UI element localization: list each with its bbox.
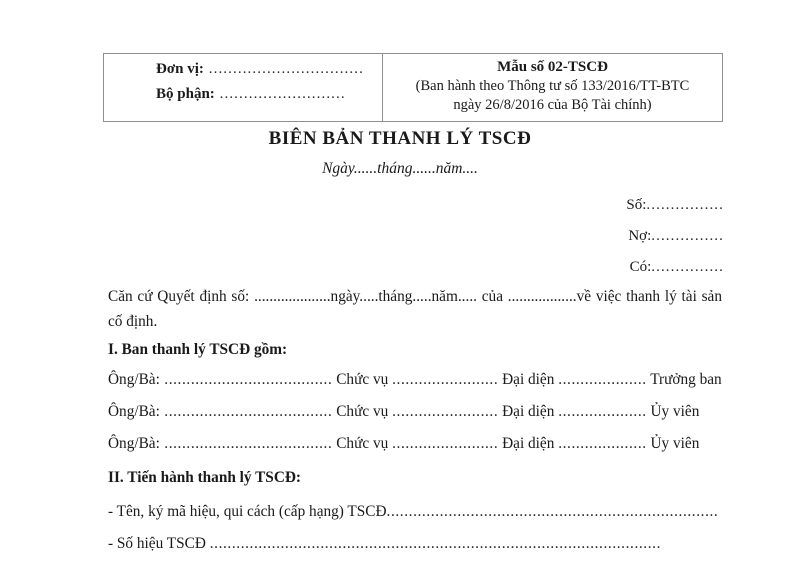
reference-number-line bbox=[474, 190, 724, 221]
asset-detail-row bbox=[108, 535, 722, 553]
committee-member-row bbox=[108, 371, 722, 389]
section-2-heading: II. Tiến hành thanh lý TSCĐ: bbox=[108, 469, 302, 486]
unit-fill-dots: ................................ bbox=[203, 61, 364, 77]
header-cell-organization bbox=[104, 54, 383, 121]
member-role: Trưởng ban bbox=[646, 371, 722, 388]
member-position-label: Chức vụ bbox=[332, 435, 393, 452]
asset-detail-label: - Số hiệu TSCĐ bbox=[108, 535, 210, 552]
reference-debit-label: Nợ: bbox=[628, 228, 652, 244]
asset-detail-dots: ........................................................................... bbox=[386, 503, 719, 520]
member-represent-label: Đại diện bbox=[498, 371, 559, 388]
member-represent-label: Đại diện bbox=[498, 435, 559, 452]
member-name-label: Ông/Bà: bbox=[108, 435, 160, 452]
form-reference-line-2: ngày 26/8/2016 của Bộ Tài chính) bbox=[453, 97, 652, 113]
basis-paragraph: Căn cứ Quyết định số: ....................ngày.....tháng.....năm..... của ..................về việc thanh lý tài sản cố định. bbox=[108, 288, 722, 330]
form-code: Mẫu số 02-TSCĐ bbox=[497, 59, 608, 75]
department-field-row bbox=[104, 86, 382, 102]
asset-detail-dots: ...................................................................................................... bbox=[209, 535, 661, 552]
member-represent-dots: .................... bbox=[558, 371, 647, 388]
member-name-label: Ông/Bà: bbox=[108, 403, 160, 420]
reference-credit-line bbox=[474, 252, 724, 283]
member-position-dots: ........................ bbox=[392, 371, 499, 388]
form-reference-line-1: (Ban hành theo Thông tư số 133/2016/TT-BTC bbox=[415, 78, 690, 94]
reference-debit-dots: ............... bbox=[651, 228, 724, 244]
page-title: BIÊN BẢN THANH LÝ TSCĐ bbox=[268, 128, 532, 149]
member-name-label: Ông/Bà: bbox=[108, 371, 160, 388]
member-position-label: Chức vụ bbox=[332, 403, 393, 420]
committee-member-row bbox=[108, 403, 722, 421]
member-name-dots: ...................................... bbox=[159, 435, 333, 452]
reference-block bbox=[474, 190, 724, 283]
member-represent-dots: .................... bbox=[558, 435, 647, 452]
section-1-heading: I. Ban thanh lý TSCĐ gồm: bbox=[108, 341, 288, 358]
header-cell-form-info bbox=[383, 54, 722, 121]
reference-number-dots: ................ bbox=[646, 197, 724, 213]
document-date-line: Ngày......tháng......năm.... bbox=[322, 160, 478, 177]
member-position-dots: ........................ bbox=[392, 403, 499, 420]
member-role: Ủy viên bbox=[646, 403, 700, 420]
member-name-dots: ...................................... bbox=[159, 371, 333, 388]
department-fill-dots: .......................... bbox=[214, 86, 346, 102]
header-table bbox=[103, 53, 723, 122]
member-represent-dots: .................... bbox=[558, 403, 647, 420]
department-label: Bộ phận: bbox=[156, 86, 215, 102]
unit-label: Đơn vị: bbox=[156, 61, 204, 77]
member-position-label: Chức vụ bbox=[332, 371, 393, 388]
member-represent-label: Đại diện bbox=[498, 403, 559, 420]
member-position-dots: ........................ bbox=[392, 435, 499, 452]
asset-detail-label: - Tên, ký mã hiệu, qui cách (cấp hạng) TSCĐ bbox=[108, 503, 387, 520]
reference-credit-label: Có: bbox=[629, 259, 652, 275]
committee-member-row bbox=[108, 435, 722, 453]
reference-credit-dots: ............... bbox=[651, 259, 724, 275]
reference-number-label: Số: bbox=[626, 197, 647, 213]
member-role: Ủy viên bbox=[646, 435, 700, 452]
member-name-dots: ...................................... bbox=[159, 403, 333, 420]
asset-detail-row bbox=[108, 503, 722, 521]
reference-debit-line bbox=[474, 221, 724, 252]
unit-field-row bbox=[104, 61, 382, 77]
